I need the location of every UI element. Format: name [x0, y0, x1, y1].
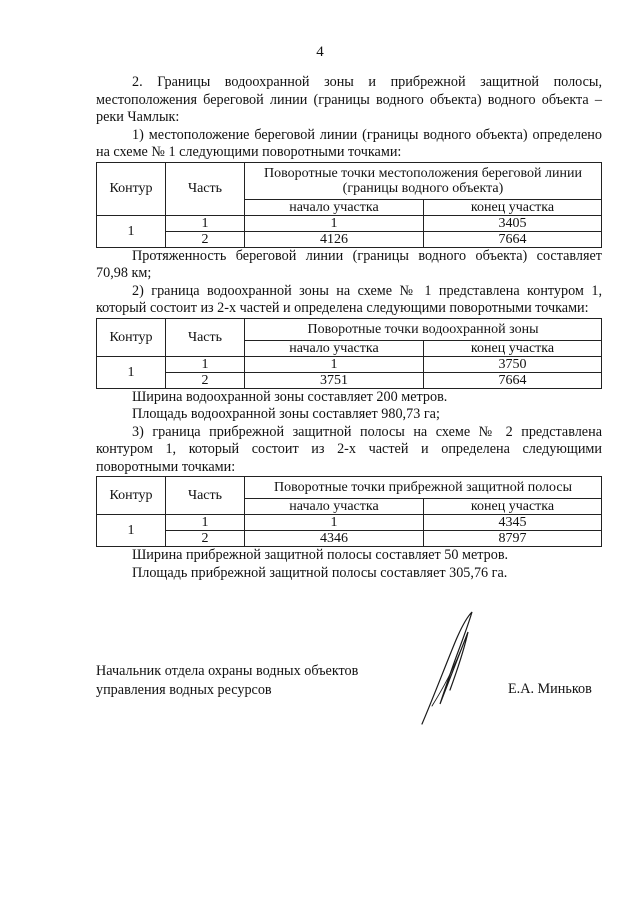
part-cell: 1 — [166, 215, 245, 231]
col-start: начало участка — [245, 340, 424, 356]
part-cell: 1 — [166, 356, 245, 372]
position-line-1: Начальник отдела охраны водных объектов — [96, 663, 359, 679]
col-end: конец участка — [424, 499, 602, 515]
table-row — [97, 215, 602, 231]
document-body — [96, 74, 602, 582]
col-contour: Контур — [97, 318, 166, 356]
start-cell: 1 — [245, 515, 424, 531]
col-part: Часть — [166, 318, 245, 356]
col-start: начало участка — [245, 499, 424, 515]
page-number: 4 — [316, 44, 324, 60]
start-cell: 1 — [245, 356, 424, 372]
col-end: конец участка — [424, 199, 602, 215]
signatory-position — [96, 662, 358, 700]
col-start: начало участка — [245, 199, 424, 215]
contour-cell: 1 — [97, 356, 166, 388]
item1-intro: 1) местоположение береговой линии (границы водного объекта) определено на схеме № 1 следующими поворотными точками: — [96, 126, 602, 160]
col-contour: Контур — [97, 162, 166, 215]
col-points: Поворотные точки местоположения береговой линии (границы водного объекта) — [245, 162, 602, 199]
table-row — [97, 356, 602, 372]
table-row — [97, 372, 602, 388]
start-cell: 4126 — [245, 231, 424, 247]
section-heading: 2. Границы водоохранной зоны и прибрежной защитной полосы, местоположения береговой линии (границы водного объекта) водного объекта – реки Чамлык: — [96, 74, 602, 125]
col-end: конец участка — [424, 340, 602, 356]
col-points: Поворотные точки прибрежной защитной полосы — [245, 477, 602, 499]
part-cell: 1 — [166, 515, 245, 531]
end-cell: 3750 — [424, 356, 602, 372]
part-cell: 2 — [166, 372, 245, 388]
protective-strip-table — [96, 476, 602, 547]
shoreline-table — [96, 162, 602, 248]
end-cell: 8797 — [424, 531, 602, 547]
col-contour: Контур — [97, 477, 166, 515]
strip-area: Площадь прибрежной защитной полосы составляет 305,76 га. — [132, 564, 508, 581]
start-cell: 3751 — [245, 372, 424, 388]
shoreline-length: Протяженность береговой линии (границы водного объекта) составляет 70,98 км; — [96, 247, 602, 281]
start-cell: 1 — [245, 215, 424, 231]
zone-area: Площадь водоохранной зоны составляет 980,73 га; — [132, 406, 440, 422]
handwritten-signature — [412, 606, 482, 730]
item3-intro: 3) граница прибрежной защитной полосы на схеме № 2 представлена контуром 1, который состоит из 2-х частей и определена следующими поворотными точками: — [96, 423, 602, 475]
part-cell: 2 — [166, 531, 245, 547]
table-row — [97, 515, 602, 531]
contour-cell: 1 — [97, 515, 166, 547]
strip-width: Ширина прибрежной защитной полосы составляет 50 метров. — [132, 547, 509, 563]
zone-width: Ширина водоохранной зоны составляет 200 метров. — [132, 388, 448, 405]
position-line-2: управления водных ресурсов — [96, 682, 272, 698]
end-cell: 7664 — [424, 372, 602, 388]
col-points: Поворотные точки водоохранной зоны — [245, 318, 602, 340]
table-row — [97, 531, 602, 547]
col-part: Часть — [166, 162, 245, 215]
signatory-name: Е.А. Миньков — [508, 681, 592, 697]
water-zone-table — [96, 318, 602, 389]
table-row — [97, 231, 602, 247]
end-cell: 3405 — [424, 215, 602, 231]
part-cell: 2 — [166, 231, 245, 247]
contour-cell: 1 — [97, 215, 166, 247]
item2-intro: 2) граница водоохранной зоны на схеме № 1 представлена контуром 1, который состоит из 2-х частей и определена следующими поворотными точками: — [96, 282, 602, 316]
end-cell: 4345 — [424, 515, 602, 531]
end-cell: 7664 — [424, 231, 602, 247]
col-part: Часть — [166, 477, 245, 515]
start-cell: 4346 — [245, 531, 424, 547]
